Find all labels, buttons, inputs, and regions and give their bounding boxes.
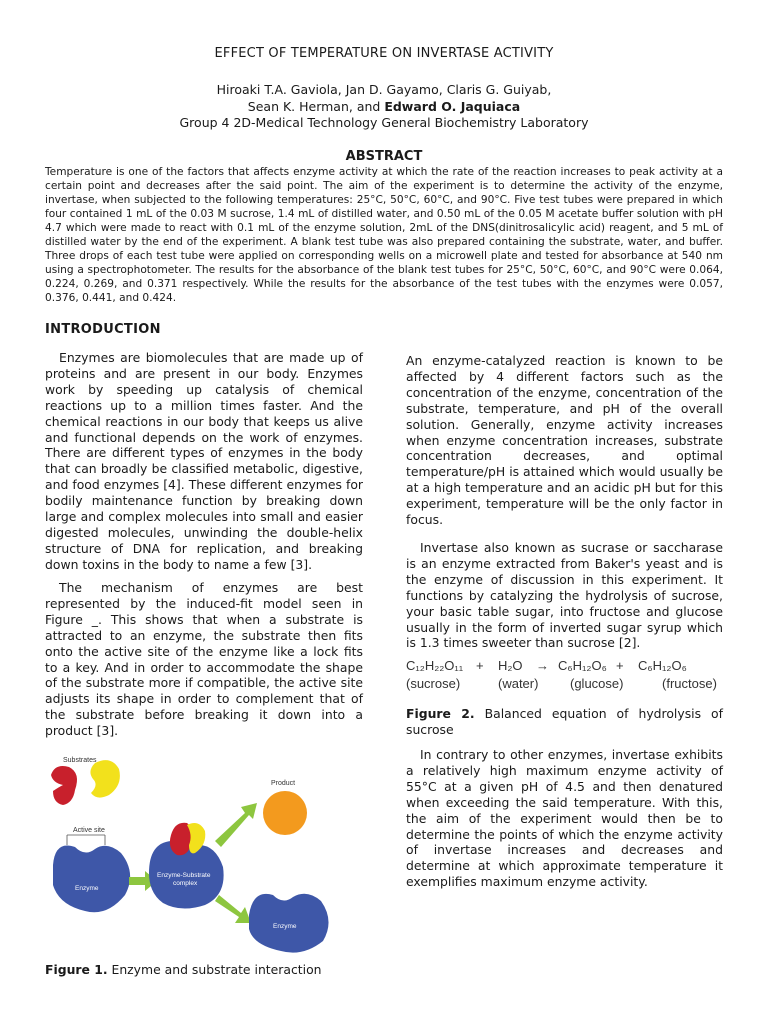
- enzyme-label-1: Enzyme: [75, 885, 99, 892]
- authors-line-2: [0, 99, 768, 116]
- arrow-to-enzyme-icon: [215, 895, 251, 923]
- authors-line-2-prefix: Sean K. Herman, and: [247, 98, 385, 114]
- abstract-heading: ABSTRACT: [345, 149, 423, 164]
- product-label: Product: [271, 780, 296, 787]
- yellow-substrate: [90, 760, 119, 797]
- intro-paragraph-2-text: The mechanism of enzymes are best represented by the induced-fit model seen in Figure _. This shows that when a substrate is attracted to an enzyme, the substrate then fits onto the active site of the enzyme like a lock fits to a key. And in order to accommodate the shape of the substrate more if compatible, the active site adjusts its shape in order to complement that of the substrate before breaking it down into a product [3].: [45, 580, 363, 739]
- enzyme-label-2: Enzyme: [273, 923, 297, 930]
- introduction-heading: INTRODUCTION: [45, 322, 161, 337]
- figure-1-caption: [45, 962, 365, 978]
- figure-2-caption-text: Balanced equation of hydrolysis of sucrose: [406, 706, 723, 737]
- abstract-text: Temperature is one of the factors that affects enzyme activity at which the rate of the reaction increases to peak activity at a certain point and decreases after the said point. The aim of the experiment is to determine the activity of the enzyme, invertase, when subjected to the following temperatures: 25°C, 50°C, 60°C, and 90°C. Five test tubes were prepared in which four contained 1 mL of the 0.03 M sucrose, 1.4 mL of distilled water, and 0.50 mL of the 0.05 M acetate buffer solution with pH 4.7 which were made to react with 0.1 mL of the enzyme solution, 2mL of the DNS(dinitrosalicylic acid) reagent, and 5 mL of distilled water by the end of the experiment. A blank test tube was also prepared containing the substrate, water, and buffer. Three drops of each test tube were applied on corresponding wells on a microwell plate and tested for absorbance at 540 nm using a spectrophotometer. The results for the absorbance of the blank test tubes for 25°C, 50°C, 60°C, and 90°C were 0.064, 0.224, 0.269, and 0.371 respectively. While the results for the absorbance of the test tubes with the enzymes were 0.057, 0.376, 0.441, and 0.424.: [45, 166, 723, 304]
- product-molecule: [263, 791, 307, 835]
- equation-formula-row: [406, 658, 726, 676]
- active-site-label: Active site: [73, 827, 105, 834]
- intro-paragraph-4: [406, 540, 723, 651]
- intro-paragraph-1: [45, 350, 363, 573]
- figure-1-caption-text: Enzyme and substrate interaction: [107, 962, 322, 977]
- reaction-arrow: →: [536, 658, 549, 673]
- water-formula: H₂O: [498, 658, 523, 673]
- sucrose-name: (sucrose): [406, 676, 461, 691]
- substrates-label: Substrates: [63, 757, 97, 764]
- complex-label-line2: complex: [173, 880, 198, 887]
- complex-label-line1: Enzyme-Substrate: [157, 872, 211, 879]
- enzyme-1: [53, 845, 130, 912]
- figure-1-label: Figure 1.: [45, 962, 108, 977]
- fructose-formula: C₆H₁₂O₆: [638, 658, 687, 673]
- intro-paragraph-4-text: Invertase also known as sucrase or saccharase is an enzyme extracted from Baker's yeast and is the enzyme of discussion in this experiment. It functions by catalyzing the hydrolysis of sucrose, your basic table sugar, into fructose and glucose usually in the form of inverted sugar syrup which is 1.3 times sweeter than sucrose [2].: [406, 540, 723, 651]
- figure-2-caption: [406, 706, 723, 738]
- red-substrate: [51, 766, 77, 805]
- intro-paragraph-5-text: In contrary to other enzymes, invertase exhibits a relatively high maximum enzyme activity of 55°C at a given pH of 4.5 and then denatured when exceeding the said temperature. With this, the aim of the experiment would then be to determine the points of which the enzyme activity of invertase increases and decreases and determine at which approximate temperature it exemplifies maximum enzyme activity.: [406, 747, 723, 890]
- intro-paragraph-3-text: An enzyme-catalyzed reaction is known to be affected by 4 different factors such as the concentration of the enzyme, concentration of the substrate, temperature, and pH of the overall solution. Generally, enzyme activity increases when enzyme concentration increases, substrate concentration decreases, and optimal temperature/pH is attained which would usually be at a high temperature and an acidic pH but for this experiment, temperature will be the only factor in focus.: [406, 353, 723, 528]
- intro-paragraph-3: [406, 353, 723, 528]
- corresponding-author: Edward O. Jaquiaca: [384, 98, 521, 114]
- intro-paragraph-5: [406, 747, 723, 890]
- intro-paragraph-2: [45, 580, 363, 739]
- equation-name-row: [406, 676, 726, 694]
- plus-sign-1: +: [476, 658, 484, 673]
- glucose-formula: C₆H₁₂O₆: [558, 658, 607, 673]
- glucose-name: (glucose): [570, 676, 624, 691]
- author-block: [0, 82, 768, 132]
- figure-1-illustration: [45, 745, 355, 955]
- figure-2-label: Figure 2.: [406, 706, 475, 721]
- paper-title: EFFECT OF TEMPERATURE ON INVERTASE ACTIVITY: [214, 46, 554, 61]
- intro-paragraph-1-text: Enzymes are biomolecules that are made up of proteins and are present in our body. Enzymes work by speeding up catalysis of chemical reactions up to a million times faster. And the chemical reactions in our body that keeps us alive and functional depends on the work of enzymes. There are different types of enzymes in the body that can broadly be classified metabolic, digestive, and food enzymes [4]. These different enzymes for bodily maintenance function by breaking down large and complex molecules into small and easier digested molecules, unwinding the double-helix structure of DNA for replication, and breaking down toxins in the body to name a few [3].: [45, 350, 363, 572]
- fructose-name: (fructose): [662, 676, 717, 691]
- sucrose-formula: C₁₂H₂₂O₁₁: [406, 658, 464, 673]
- authors-line-1: Hiroaki T.A. Gaviola, Jan D. Gayamo, Claris G. Guiyab,: [216, 82, 552, 97]
- plus-sign-2: +: [616, 658, 624, 673]
- affiliation: Group 4 2D-Medical Technology General Biochemistry Laboratory: [179, 115, 589, 130]
- water-name: (water): [498, 676, 539, 691]
- arrow-to-product-icon: [215, 803, 257, 847]
